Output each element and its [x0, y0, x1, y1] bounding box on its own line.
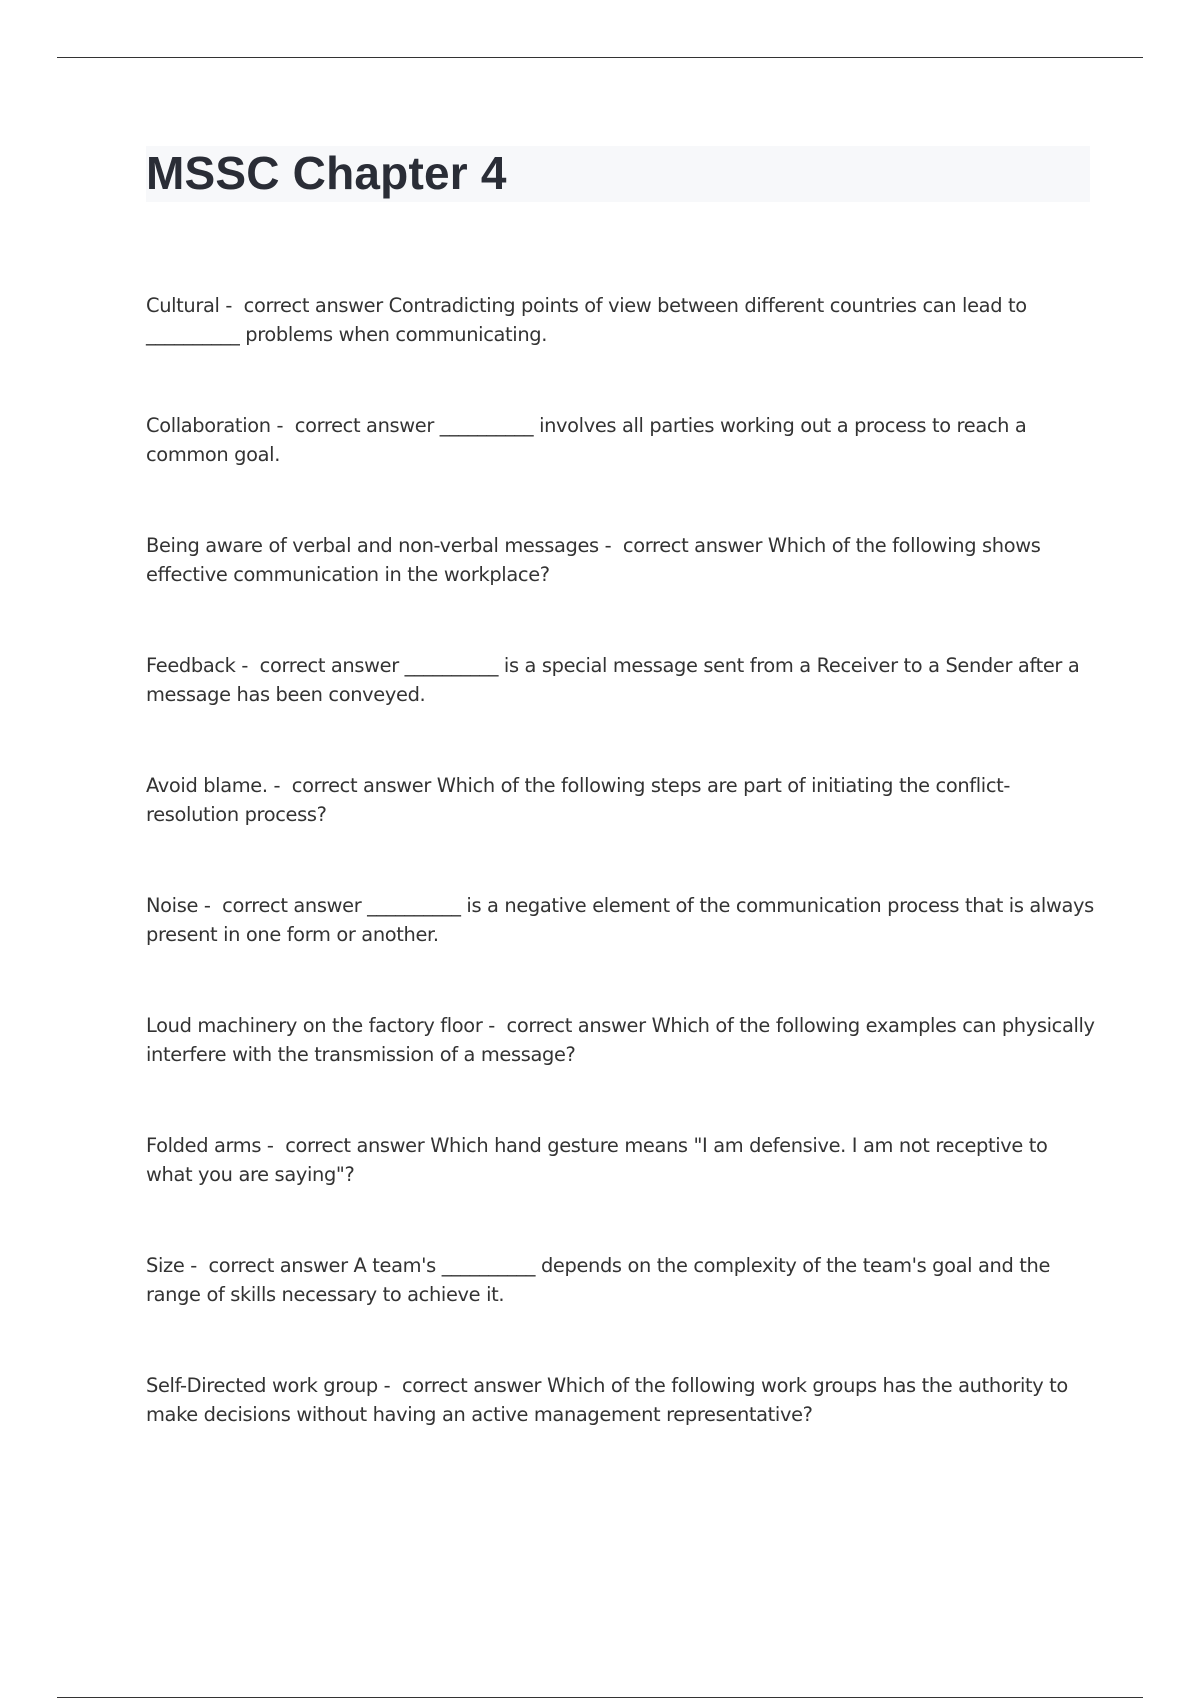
- answer-label: correct answer: [294, 414, 440, 437]
- answer-term: Feedback: [146, 654, 236, 677]
- qa-list: [146, 291, 1096, 1491]
- question-text: Which of the following shows effective communication in the workplace?: [146, 534, 1041, 586]
- answer-term: Noise: [146, 894, 199, 917]
- qa-item: [146, 1371, 1096, 1491]
- qa-text: [146, 771, 1096, 829]
- question-text: Which of the following steps are part of initiating the conflict-resolution process?: [146, 774, 1011, 826]
- question-text: Contradicting points of view between different countries can lead to __________ problems when communicating.: [146, 294, 1027, 346]
- qa-text: [146, 891, 1096, 949]
- answer-separator: -: [184, 1254, 209, 1277]
- qa-text: [146, 1371, 1096, 1429]
- answer-separator: -: [235, 654, 260, 677]
- qa-item: [146, 1251, 1096, 1371]
- qa-text: [146, 411, 1096, 469]
- answer-label: correct answer: [259, 654, 405, 677]
- answer-label: correct answer: [243, 294, 389, 317]
- answer-label: correct answer: [285, 1134, 431, 1157]
- qa-item: [146, 411, 1096, 531]
- answer-term: Folded arms: [146, 1134, 262, 1157]
- qa-item: [146, 531, 1096, 651]
- answer-label: correct answer: [622, 534, 768, 557]
- question-text: A team's __________ depends on the complexity of the team's goal and the range of skills necessary to achieve it.: [146, 1254, 1051, 1306]
- answer-label: correct answer: [506, 1014, 652, 1037]
- answer-term: Avoid blame.: [146, 774, 268, 797]
- qa-item: [146, 651, 1096, 771]
- answer-term: Loud machinery on the factory floor: [146, 1014, 483, 1037]
- answer-term: Size: [146, 1254, 185, 1277]
- qa-text: [146, 651, 1096, 709]
- answer-label: correct answer: [208, 1254, 354, 1277]
- qa-text: [146, 291, 1096, 349]
- answer-term: Collaboration: [146, 414, 271, 437]
- answer-separator: -: [261, 1134, 286, 1157]
- answer-separator: -: [482, 1014, 507, 1037]
- question-text: __________ involves all parties working out a process to reach a common goal.: [146, 414, 1027, 466]
- qa-item: [146, 291, 1096, 411]
- qa-item: [146, 771, 1096, 891]
- answer-term: Self-Directed work group: [146, 1374, 378, 1397]
- top-rule: [57, 57, 1143, 58]
- answer-label: correct answer: [222, 894, 368, 917]
- answer-separator: -: [598, 534, 623, 557]
- answer-separator: -: [219, 294, 244, 317]
- question-text: Which of the following examples can physically interfere with the transmission of a message?: [146, 1014, 1095, 1066]
- answer-term: Cultural: [146, 294, 220, 317]
- question-text: __________ is a negative element of the communication process that is always present in one form or another.: [146, 894, 1094, 946]
- question-text: Which of the following work groups has the authority to make decisions without having an active management representative?: [146, 1374, 1068, 1426]
- qa-item: [146, 1011, 1096, 1131]
- page-title: MSSC Chapter 4: [146, 147, 507, 199]
- question-text: Which hand gesture means "I am defensive. I am not receptive to what you are saying"?: [146, 1134, 1048, 1186]
- answer-separator: -: [267, 774, 292, 797]
- qa-text: [146, 1131, 1096, 1189]
- qa-text: [146, 1251, 1096, 1309]
- qa-text: [146, 1011, 1096, 1069]
- answer-term: Being aware of verbal and non-verbal messages: [146, 534, 599, 557]
- qa-item: [146, 1131, 1096, 1251]
- qa-item: [146, 891, 1096, 1011]
- bottom-rule: [57, 1697, 1143, 1698]
- question-text: __________ is a special message sent from a Receiver to a Sender after a message has been conveyed.: [146, 654, 1080, 706]
- answer-separator: -: [198, 894, 223, 917]
- answer-label: correct answer: [401, 1374, 547, 1397]
- qa-text: [146, 531, 1096, 589]
- answer-separator: -: [377, 1374, 402, 1397]
- answer-label: correct answer: [291, 774, 437, 797]
- answer-separator: -: [270, 414, 295, 437]
